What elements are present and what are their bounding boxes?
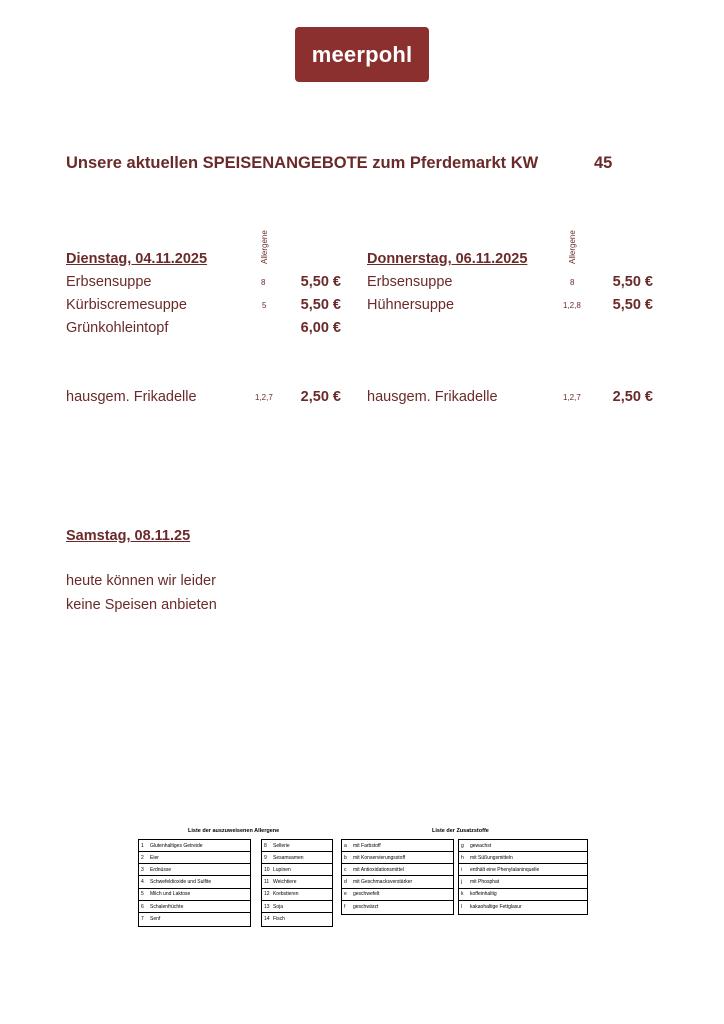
legend-label: mit Süßungsmitteln	[470, 854, 513, 861]
allergene-header: Allergene	[568, 230, 577, 264]
legend-label: Sellerie	[273, 842, 290, 849]
item-allergens: 1,2,8	[563, 301, 581, 310]
item-allergens: 8	[570, 278, 575, 287]
legend-code: i	[461, 866, 463, 873]
legend-row	[459, 852, 587, 864]
legend-code: 3	[141, 866, 144, 873]
legend-row	[459, 864, 587, 876]
legend-label: Fisch	[273, 915, 285, 922]
day-heading: Donnerstag, 06.11.2025	[367, 251, 528, 267]
item-name: hausgem. Frikadelle	[66, 389, 197, 405]
legend-label: Erdnüsse	[150, 866, 172, 873]
legend-row	[459, 901, 587, 912]
allergen-list-title: Liste der auszuweisenen Allergene	[188, 828, 280, 834]
legend-code: f	[344, 903, 346, 910]
legend-label: Schalenfrüchte	[150, 903, 184, 910]
legend-code: 1	[141, 842, 144, 849]
legend-row	[262, 877, 332, 889]
menu-item	[66, 274, 341, 294]
legend-row	[342, 864, 453, 876]
additive-table-a	[341, 839, 454, 915]
legend-code: 6	[141, 903, 144, 910]
legend-code: 7	[141, 915, 144, 922]
item-price: 2,50 €	[612, 389, 653, 405]
item-allergens: 1,2,7	[255, 393, 273, 402]
legend-row	[342, 877, 453, 889]
saturday-note-line: keine Speisen anbieten	[66, 597, 217, 613]
legend-row	[262, 840, 332, 852]
legend-code: 5	[141, 891, 144, 898]
menu-item	[66, 320, 341, 340]
legend-code: 14	[264, 915, 270, 922]
saturday-note-line: heute können wir leider	[66, 573, 216, 589]
item-name: Kürbiscremesuppe	[66, 297, 187, 313]
item-price: 2,50 €	[300, 389, 341, 405]
menu-item	[66, 297, 341, 317]
allergene-header: Allergene	[260, 230, 269, 264]
legend-code: a	[344, 842, 347, 849]
menu-item	[367, 389, 653, 409]
menu-item	[367, 274, 653, 294]
legend-label: Krebstieren	[273, 891, 299, 898]
legend-row	[262, 901, 332, 913]
additive-table-b	[458, 839, 588, 915]
legend-label: Soja	[273, 903, 284, 910]
legend-code: 12	[264, 891, 270, 898]
legend-label: Milch und Laktose	[150, 891, 191, 898]
legend-row	[342, 852, 453, 864]
item-allergens: 8	[261, 278, 266, 287]
legend-code: 11	[264, 879, 270, 886]
item-price: 5,50 €	[612, 274, 653, 290]
legend-label: enthält eine Phenylalaninquelle	[470, 866, 540, 873]
legend-code: 9	[264, 854, 267, 861]
legend-row	[139, 901, 250, 913]
legend-code: j	[461, 879, 463, 886]
legend-label: Schwefeldioxide und Sulfite	[150, 879, 212, 886]
legend-row	[262, 852, 332, 864]
item-name: Erbsensuppe	[66, 274, 152, 290]
legend-row	[262, 889, 332, 901]
meerpohl-logo: meerpohl	[295, 27, 429, 82]
item-name: Hühnersuppe	[367, 297, 455, 313]
legend-label: Lupinen	[273, 866, 291, 873]
legend-label: geschwärzt	[353, 903, 379, 910]
legend-row	[139, 889, 250, 901]
legend-row	[459, 877, 587, 889]
legend-code: e	[344, 891, 347, 898]
legend-row	[262, 864, 332, 876]
legend-row	[139, 877, 250, 889]
legend-row	[262, 913, 332, 924]
legend-row	[342, 889, 453, 901]
legend-code: 2	[141, 854, 144, 861]
legend-label: geschwefelt	[353, 891, 380, 898]
legend-label: Eier	[150, 854, 159, 861]
item-name: Grünkohleintopf	[66, 320, 169, 336]
legend-label: kakaohaltige Fettglasur	[470, 903, 522, 910]
week-number: 45	[594, 154, 613, 172]
item-name: Erbsensuppe	[367, 274, 453, 290]
day-heading: Dienstag, 04.11.2025	[66, 251, 208, 267]
legend-label: mit Konservierungsstoff	[353, 854, 406, 861]
legend-label: Senf	[150, 915, 161, 922]
legend-label: mit Antioxidationsmittel	[353, 866, 404, 873]
legend-code: d	[344, 879, 347, 886]
legend-label: Sesamsamen	[273, 854, 304, 861]
allergen-additive-legend	[138, 828, 588, 930]
menu-item	[66, 389, 341, 409]
legend-row	[342, 901, 453, 912]
legend-row	[139, 840, 250, 852]
legend-code: l	[461, 903, 463, 910]
legend-code: 4	[141, 879, 144, 886]
legend-code: h	[461, 854, 464, 861]
legend-code: k	[461, 891, 464, 898]
legend-code: 13	[264, 903, 270, 910]
item-allergens: 5	[262, 301, 267, 310]
item-price: 6,00 €	[300, 320, 341, 336]
legend-label: mit Farbstoff	[353, 842, 381, 849]
legend-label: mit Phosphat	[470, 879, 500, 886]
legend-code: c	[344, 866, 347, 873]
legend-row	[459, 840, 587, 852]
legend-code: 10	[264, 866, 270, 873]
legend-code: 8	[264, 842, 267, 849]
item-price: 5,50 €	[300, 297, 341, 313]
legend-code: g	[461, 842, 464, 849]
legend-row	[139, 913, 250, 924]
legend-row	[139, 852, 250, 864]
legend-label: koffeinhaltig	[470, 891, 497, 898]
item-allergens: 1,2,7	[563, 393, 581, 402]
day-heading-saturday: Samstag, 08.11.25	[66, 528, 191, 544]
allergen-table-b	[261, 839, 333, 927]
legend-code: b	[344, 854, 347, 861]
legend-label: mit Geschmacksverstärker	[353, 879, 413, 886]
item-name: hausgem. Frikadelle	[367, 389, 498, 405]
allergen-table-a	[138, 839, 251, 927]
additive-list-title: Liste der Zusatzstoffe	[432, 828, 489, 834]
legend-label: Glutenhaltiges Getreide	[150, 842, 203, 849]
legend-row	[342, 840, 453, 852]
menu-item	[367, 297, 653, 317]
item-price: 5,50 €	[612, 297, 653, 313]
page-title: Unsere aktuellen SPEISENANGEBOTE zum Pferdemarkt KW	[66, 154, 539, 172]
legend-label: Weichtiere	[273, 879, 297, 886]
legend-row	[459, 889, 587, 901]
item-price: 5,50 €	[300, 274, 341, 290]
legend-row	[139, 864, 250, 876]
legend-label: gewachst	[470, 842, 492, 849]
